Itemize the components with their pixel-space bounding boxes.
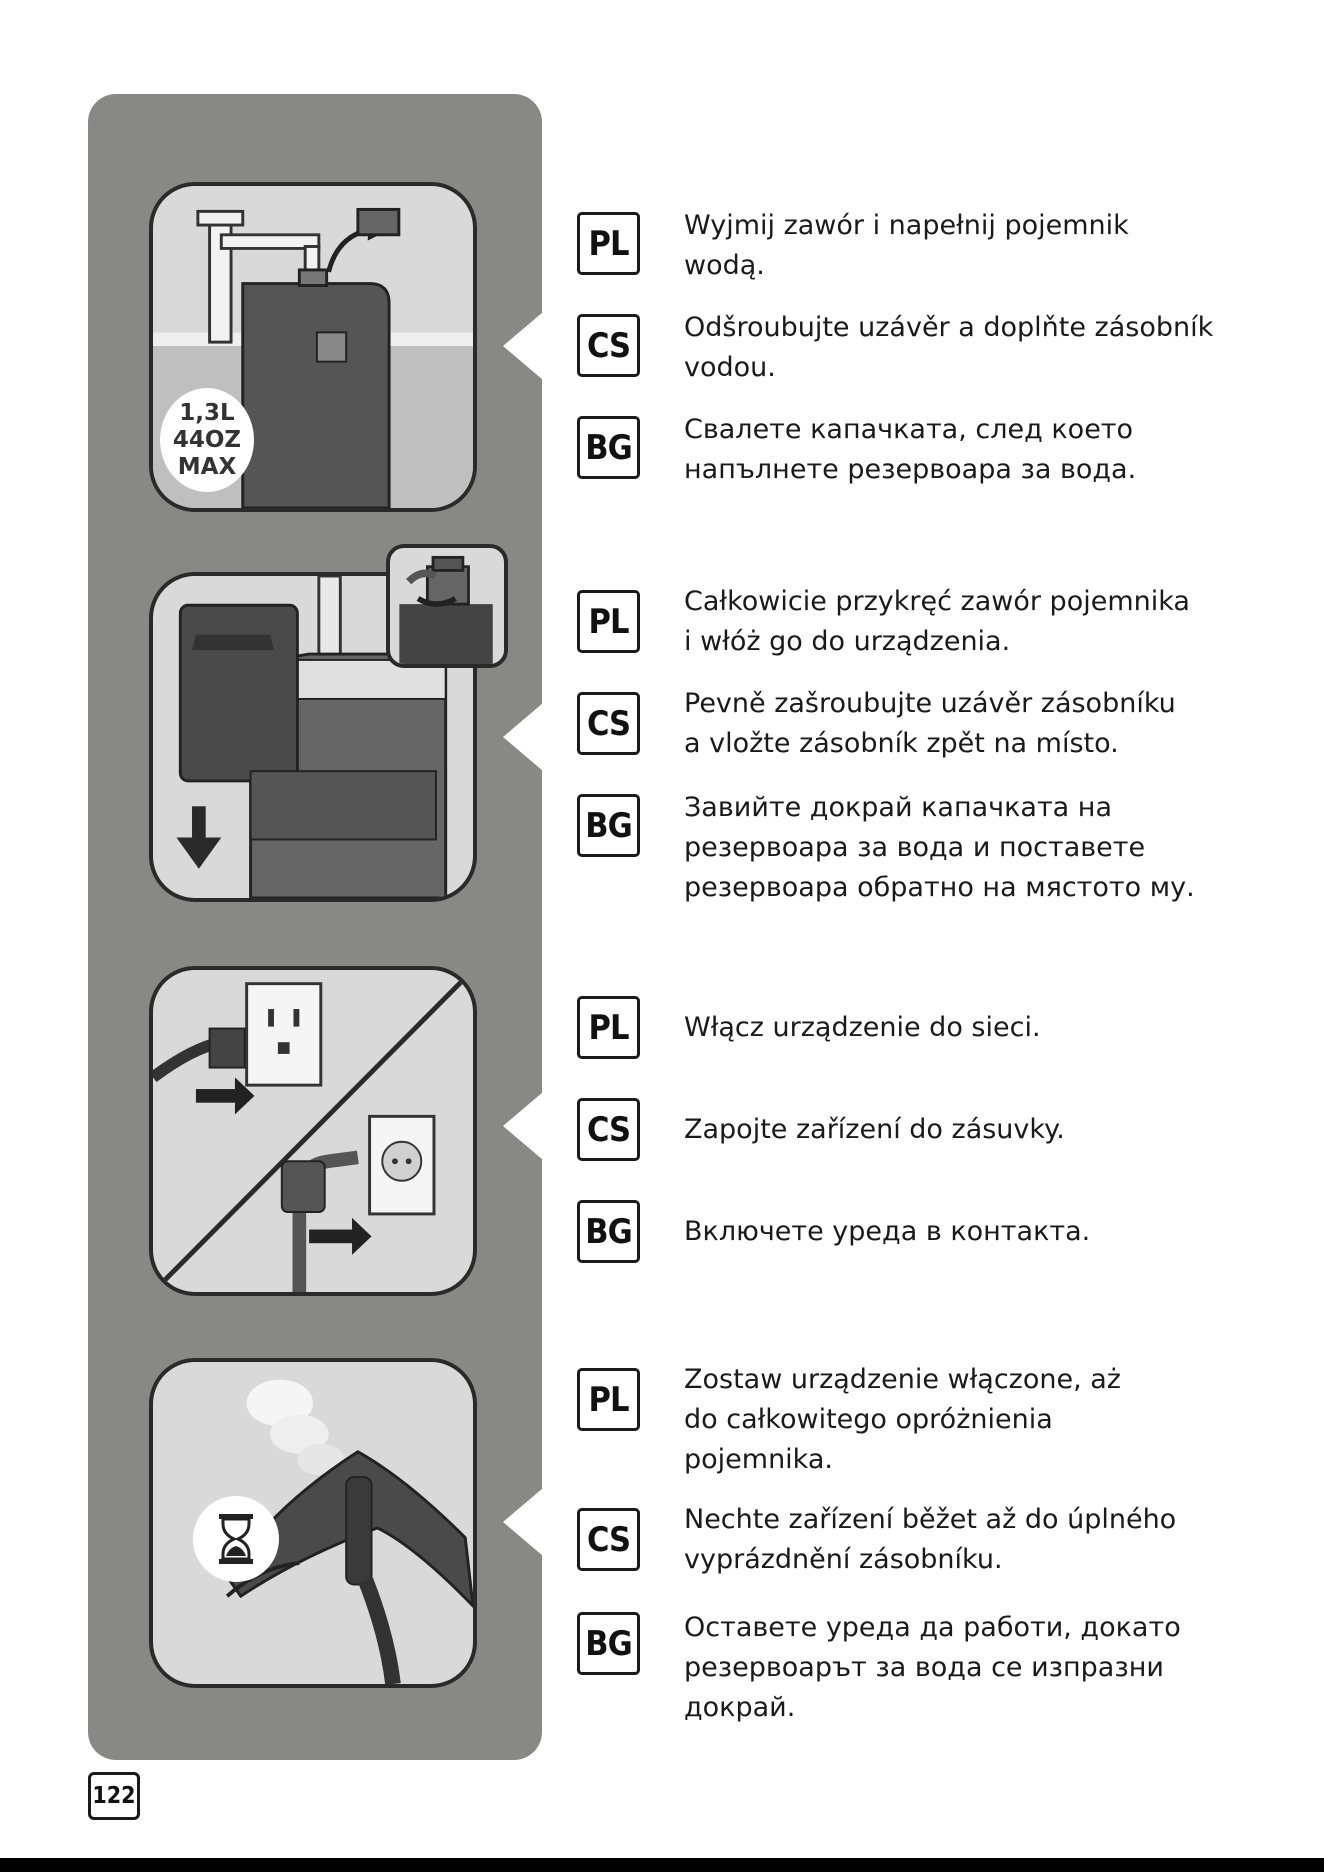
lang-badge-pl: PL bbox=[577, 590, 640, 653]
pointer-notch-3 bbox=[503, 1092, 543, 1160]
capacity-liters: 1,3L bbox=[179, 399, 235, 426]
page-number: 122 bbox=[88, 1772, 140, 1820]
lang-badge-pl: PL bbox=[577, 996, 640, 1059]
lang-badge-cs: CS bbox=[577, 692, 640, 755]
pointer-notch-2 bbox=[503, 703, 543, 771]
pointer-notch-1 bbox=[503, 312, 543, 380]
pointer-notch-4 bbox=[503, 1488, 543, 1556]
step3-text-cs: Zapojte zařízení do zásuvky. bbox=[684, 1114, 1065, 1145]
hourglass-icon bbox=[193, 1496, 279, 1582]
lang-badge-bg: BG bbox=[577, 794, 640, 857]
step3-text-bg: Включете уреда в контакта. bbox=[684, 1216, 1091, 1247]
lang-badge-pl: PL bbox=[577, 212, 640, 275]
lang-badge-pl: PL bbox=[577, 1368, 640, 1431]
step4-text-bg: Оставете уреда да работи, докато резервоарът за вода се изпразни докрай. bbox=[684, 1612, 1181, 1723]
bottom-rule bbox=[0, 1858, 1324, 1872]
step3-text-pl: Włącz urządzenie do sieci. bbox=[684, 1012, 1041, 1043]
illustration-tighten-cap bbox=[386, 544, 508, 668]
step2-text-cs: Pevně zašroubujte uzávěr zásobníku a vložte zásobník zpět na místo. bbox=[684, 688, 1176, 759]
step1-text-cs: Odšroubujte uzávěr a doplňte zásobník vodou. bbox=[684, 312, 1214, 383]
step1-text-bg: Свалете капачката, след което напълнете резервоара за вода. bbox=[684, 414, 1137, 485]
capacity-ounces: 44OZ bbox=[172, 426, 242, 453]
lang-badge-bg: BG bbox=[577, 416, 640, 479]
step2-text-pl: Całkowicie przykręć zawór pojemnika i włóż go do urządzenia. bbox=[684, 586, 1190, 657]
step4-text-cs: Nechte zařízení běžet až do úplného vyprázdnění zásobníku. bbox=[684, 1504, 1177, 1575]
lang-badge-cs: CS bbox=[577, 1508, 640, 1571]
step2-text-bg: Завийте докрай капачката на резервоара за вода и поставете резервоара обратно на мястото му. bbox=[684, 792, 1195, 903]
capacity-badge bbox=[160, 388, 254, 492]
lang-badge-bg: BG bbox=[577, 1612, 640, 1675]
lang-badge-cs: CS bbox=[577, 1098, 640, 1161]
lang-badge-bg: BG bbox=[577, 1200, 640, 1263]
step4-text-pl: Zostaw urządzenie włączone, aż do całkowitego opróżnienia pojemnika. bbox=[684, 1364, 1121, 1475]
capacity-max: MAX bbox=[177, 453, 237, 480]
lang-badge-cs: CS bbox=[577, 314, 640, 377]
step1-text-pl: Wyjmij zawór i napełnij pojemnik wodą. bbox=[684, 210, 1129, 281]
illustration-plug-in bbox=[149, 966, 477, 1296]
